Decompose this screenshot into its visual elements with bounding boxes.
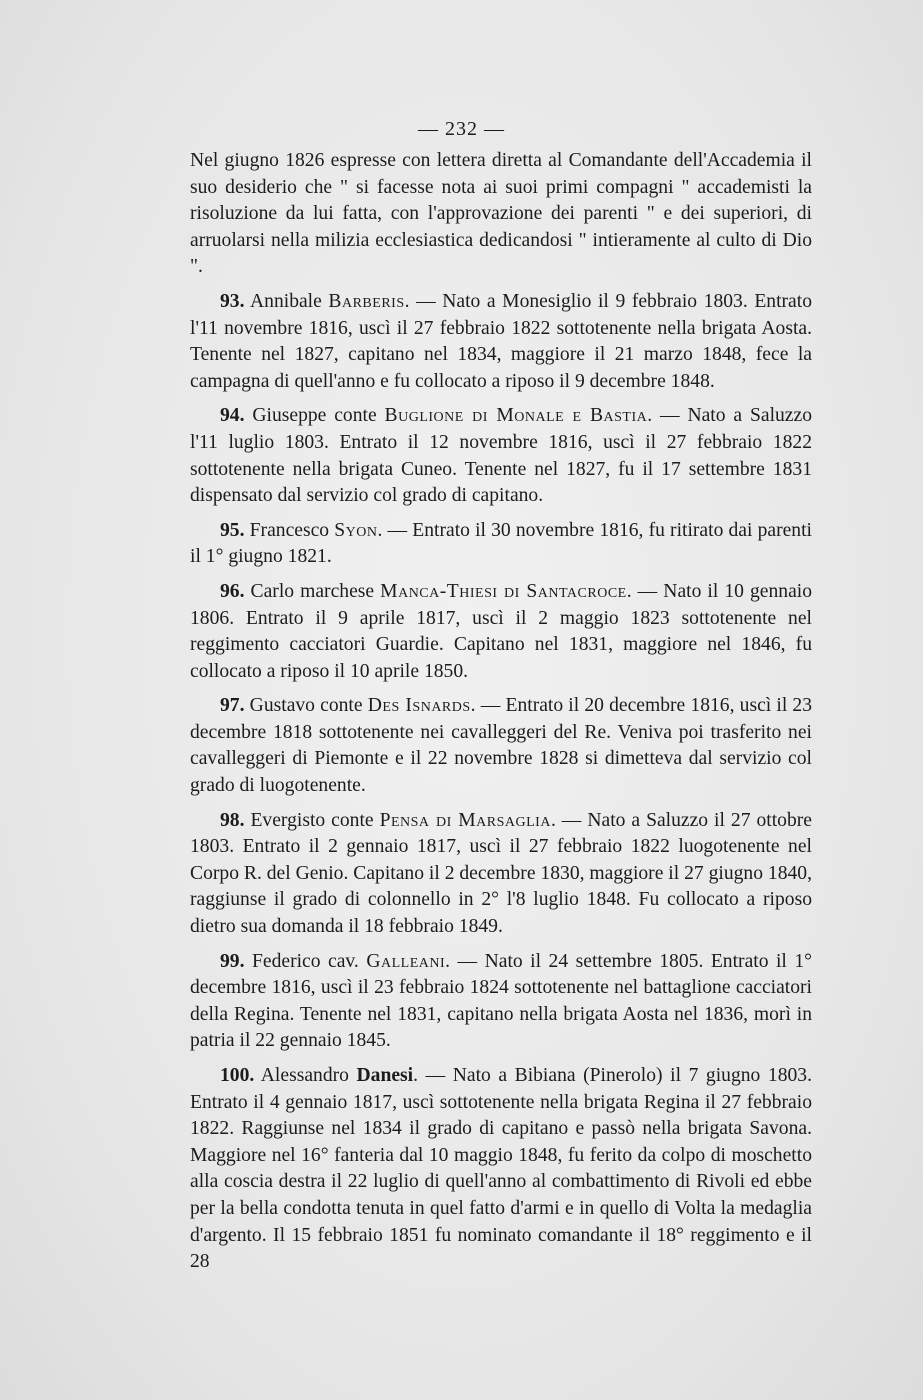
entry-text: . — Nato a Saluzzo l'11 luglio 1803. Entrato il 12 novembre 1816, uscì il 27 febbraio 1822 sottotenente nella brigata Cuneo. Tenente nel 1827, fu il 17 settembre 1831 dispensato dal servizio col grado di capitano. — [190, 405, 812, 507]
entry-name: Federico cav. — [251, 950, 359, 972]
entry-surname: Manca-Thiesi di Santacroce — [380, 580, 627, 602]
entry-number: 94. — [220, 405, 245, 427]
entry-surname: Pensa di Marsaglia — [379, 809, 551, 831]
entry-text: . — Nato il 10 gennaio 1806. Entrato il 9 aprile 1817, uscì il 2 maggio 1823 sottotenente nel reggimento cacciatori Guardie. Capitano nel 1831, maggiore nel 1846, fu collocato a riposo il 10 aprile 1850. — [190, 580, 813, 682]
entry-96 — [190, 579, 812, 685]
entry-text: . — Nato il 24 settembre 1805. Entrato il 1° decembre 1816, uscì il 23 febbraio 1824 sottotenente nel battaglione cacciatori della Regina. Tenente nel 1831, capitano nella brigata Aosta nel 1836, morì in patria il 22 gennaio 1845. — [190, 950, 812, 1052]
entry-number: 97. — [220, 695, 245, 717]
entry-surname: Buglione di Monale e Bastia — [384, 405, 648, 427]
entry-surname: Syon — [334, 519, 378, 541]
entry-97 — [190, 693, 812, 799]
entry-name: Giuseppe conte — [252, 405, 377, 427]
entry-surname: Barberis — [328, 290, 405, 312]
entry-text: . — Nato a Saluzzo il 27 ottobre 1803. Entrato il 2 gennaio 1817, uscì il 27 febbraio 1822 luogotenente nel Corpo R. del Genio. Capitano il 2 decembre 1830, maggiore il 27 giugno 1840, raggiunse il grado di colonnello in 2° l'8 luglio 1848. Fu collocato a riposo dietro sua domanda il 18 febbraio 1849. — [190, 809, 812, 938]
entry-text: . — Entrato il 20 decembre 1816, uscì il 23 decembre 1818 sottotenente nei cavalleggeri del Re. Veniva poi trasferito nei cavalleggeri di Piemonte e il 22 novembre 1828 si dimetteva dal servizio col grado di luogotenente. — [190, 695, 813, 797]
entry-text: . — Entrato il 30 novembre 1816, fu ritirato dai parenti il 1° giugno 1821. — [190, 519, 812, 568]
entry-95 — [190, 518, 812, 571]
entry-100 — [190, 1063, 812, 1276]
entry-name: Carlo marchese — [250, 580, 375, 602]
entry-number: 99. — [220, 950, 245, 972]
entry-name: Francesco — [249, 519, 330, 541]
entry-name: Annibale — [250, 290, 322, 312]
entry-surname: Danesi — [356, 1065, 414, 1086]
entry-94 — [190, 403, 812, 509]
entry-98 — [190, 808, 812, 941]
entry-number: 96. — [220, 580, 245, 602]
entry-text: . — Nato a Monesiglio il 9 febbraio 1803. Entrato l'11 novembre 1816, uscì il 27 febbraio 1822 sottotenente nella brigata Aosta. Tenente nel 1827, capitano nel 1834, maggiore il 21 marzo 1848, fece la campagna di quell'anno e fu collocato a riposo il 9 decembre 1848. — [190, 290, 812, 392]
entry-name: Gustavo conte — [249, 695, 363, 717]
entry-surname: Galleani — [366, 950, 446, 972]
entry-number: 100. — [220, 1065, 255, 1086]
entry-93 — [190, 289, 812, 395]
entry-number: 93. — [220, 290, 245, 312]
entry-name: Alessandro — [260, 1065, 349, 1086]
intro-paragraph: Nel giugno 1826 espresse con lettera diretta al Comandante dell'Accademia il suo desiderio che " si facesse nota ai suoi primi compagni " accademisti la risoluzione da lui fatta, con l'approvazione dei parenti " e dei superiori, di arruolarsi nella milizia ecclesiastica dedicandosi " intieramente al culto di Dio ". — [190, 150, 812, 278]
entry-name: Evergisto conte — [250, 809, 374, 831]
entry-text: . — Nato a Bibiana (Pinerolo) il 7 giugno 1803. Entrato il 4 gennaio 1817, uscì sottotenente nella brigata Regina il 27 febbraio 1822. Raggiunse nel 1834 il grado di capitano e passò nella brigata Savona. Maggiore nel 16° fanteria dal 10 maggio 1848, fu ferito da colpo di moschetto alla coscia destra il 22 luglio di quell'anno al combattimento di Rivoli ed ebbe per la bella condotta tenuta in quel fatto d'armi e in quello di Volta la medaglia d'argento. Il 15 febbraio 1851 fu nominato comandante il 18° reggimento e il 28 — [190, 1065, 812, 1273]
entry-surname: Des Isnards — [367, 695, 471, 717]
entry-number: 95. — [220, 519, 245, 541]
entry-number: 98. — [220, 809, 245, 831]
page-number: — 232 — — [418, 118, 505, 140]
page-text — [190, 148, 812, 1284]
entry-99 — [190, 949, 812, 1055]
